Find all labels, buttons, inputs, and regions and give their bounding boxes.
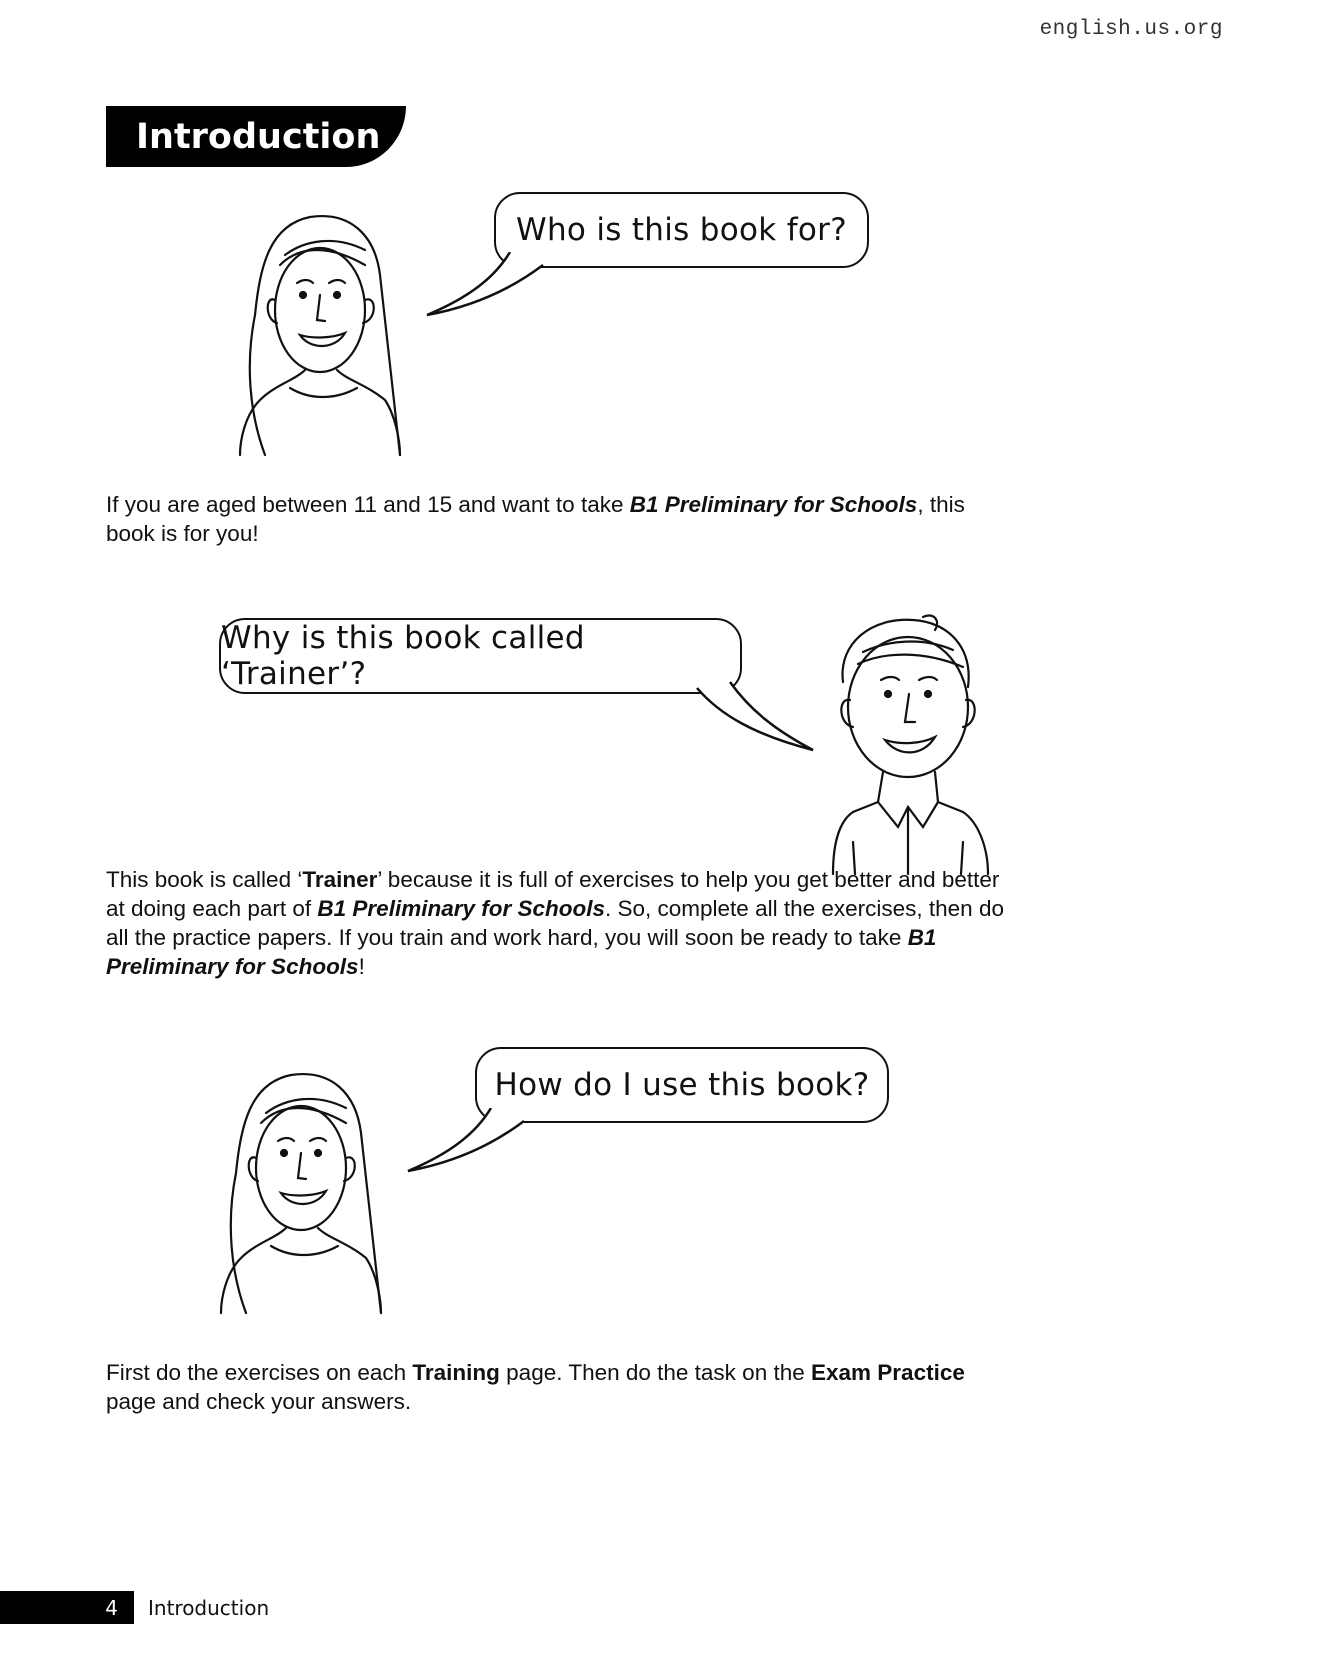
text: page and check your answers. <box>106 1389 412 1414</box>
text: If you are aged between 11 and 15 and want to take <box>106 492 630 517</box>
text: ! <box>358 954 365 979</box>
section-name: Training <box>412 1360 500 1385</box>
speech-bubble-how <box>475 1047 889 1123</box>
text: , this book is for you! <box>106 492 965 546</box>
bubble-tail <box>406 1108 526 1178</box>
exam-name: B1 Preliminary for Schools <box>629 492 918 517</box>
paragraph-how <box>106 1358 1006 1416</box>
speech-bubble-who <box>494 192 869 268</box>
text: First do the exercises on each <box>106 1360 413 1385</box>
bubble-text: Why is this book called ‘Trainer’? <box>221 620 585 692</box>
section-name: Exam Practice <box>811 1360 965 1385</box>
exam-name: B1 Preliminary for Schools <box>106 925 937 979</box>
text: ’ because it is full of exercises to help you get better and better at doing each part of <box>106 867 1000 921</box>
exam-name: B1 Preliminary for Schools <box>317 896 605 921</box>
boy-illustration <box>823 612 1003 877</box>
girl-illustration <box>225 205 425 485</box>
footer-section-label: Introduction <box>148 1596 270 1620</box>
paragraph-why <box>106 865 1006 981</box>
text: This book is called ‘ <box>106 867 303 892</box>
bubble-text: Who is this book for? <box>516 212 847 248</box>
source-watermark: english.us.org <box>1039 18 1223 41</box>
footer-page-tab <box>0 1591 134 1624</box>
paragraph-who <box>106 490 1006 548</box>
page-number: 4 <box>105 1596 118 1620</box>
girl-illustration <box>206 1063 406 1343</box>
speech-bubble-why <box>219 618 742 694</box>
bubble-text: How do I use this book? <box>494 1067 870 1103</box>
bubble-tail <box>425 252 545 322</box>
page-title: Introduction <box>136 117 381 157</box>
title-banner <box>106 106 406 167</box>
book-name: Trainer <box>302 867 378 892</box>
text: . So, complete all the exercises, then do all the practice papers. If you train and work hard, you will soon be ready to take <box>106 896 1004 950</box>
bubble-tail <box>695 680 815 755</box>
text: page. Then do the task on the <box>499 1360 811 1385</box>
